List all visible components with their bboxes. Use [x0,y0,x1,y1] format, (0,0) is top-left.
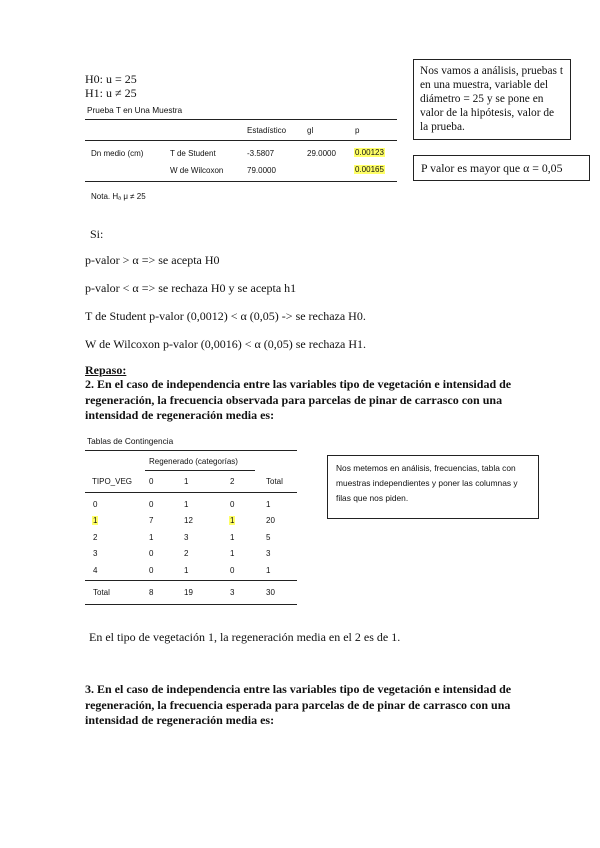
table2-row0-c2: 0 [230,500,235,509]
table1-title: Prueba T en Una Muestra [87,105,183,115]
table2-row2-tipo: 2 [93,533,98,542]
rule-accept-h0: p-valor > α => se acepta H0 [85,253,220,267]
table2-row3-tipo: 3 [93,549,98,558]
table2-total-total: 30 [266,588,275,597]
table1-row1-p: 0.00123 [355,148,384,157]
hypothesis-h1: H1: u ≠ 25 [85,86,137,100]
table2-row1-c2: 1 [230,516,235,525]
rules-si: Si: [90,227,104,241]
table1-note: Nota. Hₐ μ ≠ 25 [91,192,146,201]
table2-row0-c1: 1 [184,500,189,509]
table2-row1-tipo: 1 [93,516,98,525]
table2-header-tipo-veg: TIPO_VEG [92,477,133,486]
table1-header-rule [85,140,397,141]
table2-group-header: Regenerado (categorías) [149,457,238,466]
table2-total-rule [85,580,297,581]
table2-row4-c0: 0 [149,566,154,575]
table2-header-1: 1 [184,477,189,486]
table2-row3-c2: 1 [230,549,235,558]
table1-bottom-rule [85,181,397,182]
table2-header-rule [85,492,297,493]
table2-total-c0: 8 [149,588,154,597]
repaso-title: Repaso: [85,363,127,377]
table2-header-0: 0 [149,477,154,486]
callout-pruebas-t [413,59,571,140]
table2-row4-total: 1 [266,566,271,575]
callout-p-valor [413,155,590,181]
table2-top-rule [85,450,297,451]
table1-row2-stat: 79.0000 [247,166,276,175]
table1-row1-test: T de Student [170,149,216,158]
table2-row0-total: 1 [266,500,271,509]
question-3: 3. En el caso de independencia entre las variables tipo de vegetación e intensidad de regeneración, la frecuencia esperada para parcelas de de pinar de carrasco con una intensidad de regeneración media es: [85,682,512,727]
table1-row1-stat: -3.5807 [247,149,275,158]
table2-row1-total: 20 [266,516,275,525]
question-2: 2. En el caso de independencia entre las variables tipo de vegetación e intensidad de regeneración, la frecuencia observada para parcelas de pinar de carrasco con una intensidad de regeneración media es: [85,377,512,422]
hypothesis-h0: H0: u = 25 [85,72,137,86]
callout-pruebas-t-text: Nos vamos a análisis, pruebas t en una muestra, variable del diámetro = 25 y se pone en valor de la hipótesis, valor de la prueba. [420,65,563,133]
callout-p-valor-text: P valor es mayor que α = 0,05 [421,161,563,175]
table2-row2-c2: 1 [230,533,235,542]
table2-row0-tipo: 0 [93,500,98,509]
table2-row0-c0: 0 [149,500,154,509]
table2-total-c1: 19 [184,588,193,597]
table1-header-estadistico: Estadístico [247,126,287,135]
table1-row1-gl: 29.0000 [307,149,336,158]
table2-header-total: Total [266,477,283,486]
table1-variable: Dn medio (cm) [91,149,144,158]
rule-wilcoxon-result: W de Wilcoxon p-valor (0,0016) < α (0,05) se rechaza H1. [85,337,367,351]
table2-row4-c1: 1 [184,566,189,575]
rule-reject-h0: p-valor < α => se rechaza H0 y se acepta h1 [85,281,297,295]
table2-bottom-rule [85,604,297,605]
table2-header-2: 2 [230,477,235,486]
table1-header-p: p [355,126,360,135]
table1-top-rule [85,119,397,120]
table2-row2-total: 5 [266,533,271,542]
table2-row3-total: 3 [266,549,271,558]
rule-student-result: T de Student p-valor (0,0012) < α (0,05) -> se rechaza H0. [85,309,366,323]
table1-row2-p: 0.00165 [355,165,384,174]
table2-row2-c0: 1 [149,533,154,542]
callout-frecuencias [327,455,539,519]
table2-row3-c0: 0 [149,549,154,558]
table2-total-label: Total [93,588,110,597]
table2-row3-c1: 2 [184,549,189,558]
table2-row4-c2: 0 [230,566,235,575]
table2-total-c2: 3 [230,588,235,597]
table2-row2-c1: 3 [184,533,189,542]
table2-row4-tipo: 4 [93,566,98,575]
conclusion-text: En el tipo de vegetación 1, la regeneración media en el 2 es de 1. [89,630,401,644]
callout-frecuencias-text: Nos metemos en análisis, frecuencias, tabla con muestras independientes y poner las columnas y filas que nos piden. [336,463,518,503]
table1-header-gl: gl [307,126,314,135]
table1-row2-test: W de Wilcoxon [170,166,224,175]
table2-row1-c0: 7 [149,516,154,525]
table2-title: Tablas de Contingencia [87,436,174,446]
table2-row1-c1: 12 [184,516,193,525]
table2-group-rule [145,470,255,471]
